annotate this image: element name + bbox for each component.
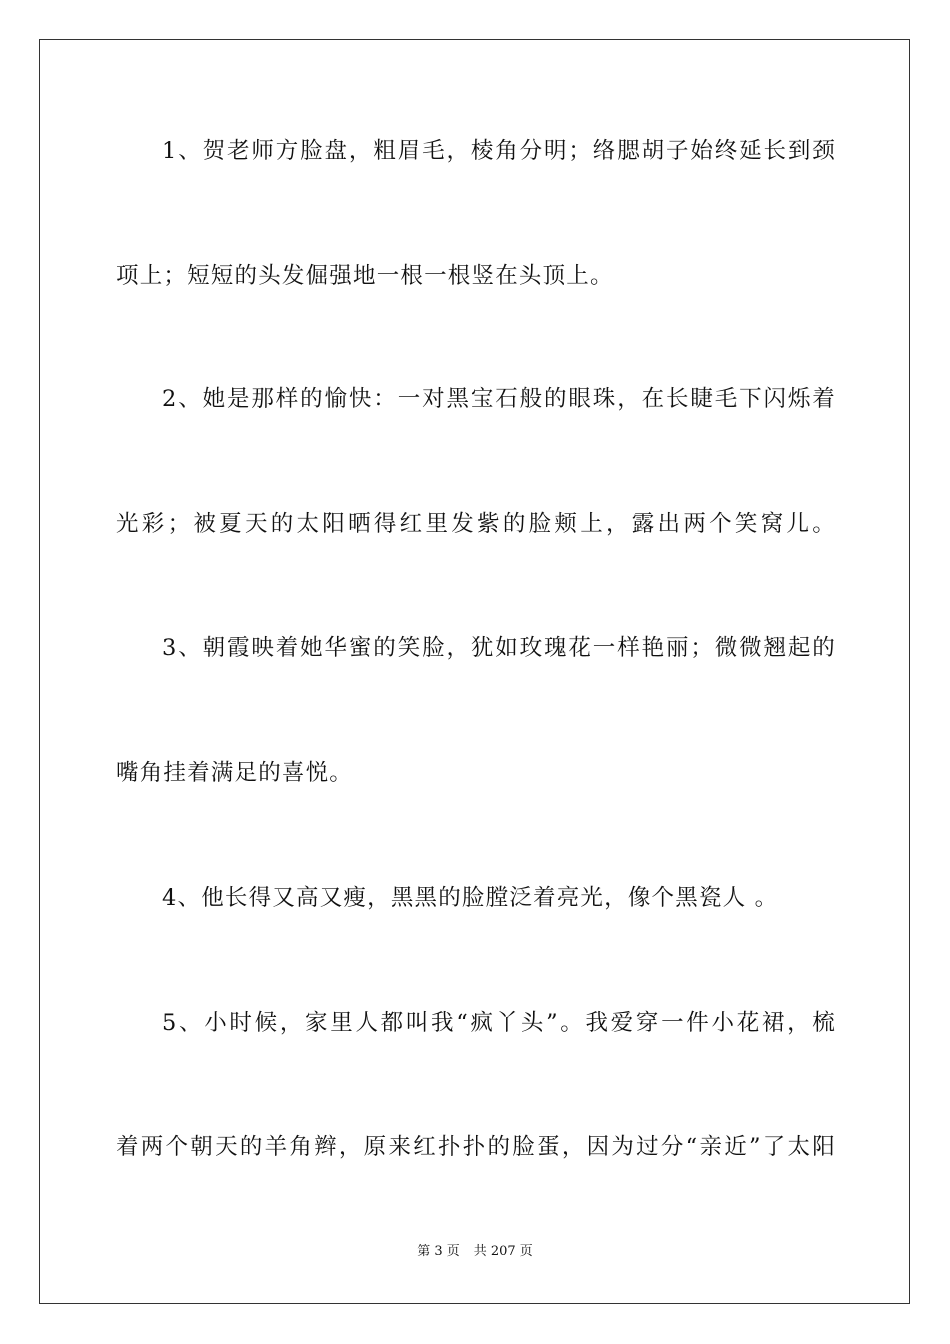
- paragraph-4-line-1: 4、他长得又高又瘦，黑黑的脸膛泛着亮光，像个黑瓷人 。: [162, 885, 779, 911]
- paragraph-1-line-2: 项上；短短的头发倔强地一根一根竖在头顶上。: [116, 263, 614, 289]
- paragraph-3-line-1: 3、朝霞映着她华蜜的笑脸，犹如玫瑰花一样艳丽；微微翘起的: [162, 635, 836, 661]
- paragraph-3-line-2: 嘴角挂着满足的喜悦。: [116, 760, 354, 786]
- paragraph-5-line-1: 5、小时候，家里人都叫我“疯丫头”。我爱穿一件小花裙，梳: [162, 1010, 836, 1036]
- page-border: [39, 39, 910, 1304]
- paragraph-1-line-1: 1、贺老师方脸盘，粗眉毛，棱角分明；络腮胡子始终延长到颈: [162, 138, 836, 164]
- paragraph-2-line-1: 2、她是那样的愉快：一对黑宝石般的眼珠，在长睫毛下闪烁着: [162, 386, 836, 412]
- page-footer: [0, 1243, 950, 1261]
- paragraph-2-line-2: 光彩；被夏天的太阳晒得红里发紫的脸颊上，露出两个笑窝儿。: [116, 511, 836, 537]
- total-pages: 共 207 页: [473, 1244, 533, 1259]
- paragraph-5-line-2: 着两个朝天的羊角辫，原来红扑扑的脸蛋，因为过分“亲近”了太阳: [116, 1134, 836, 1160]
- page-number: 第 3 页: [417, 1244, 460, 1259]
